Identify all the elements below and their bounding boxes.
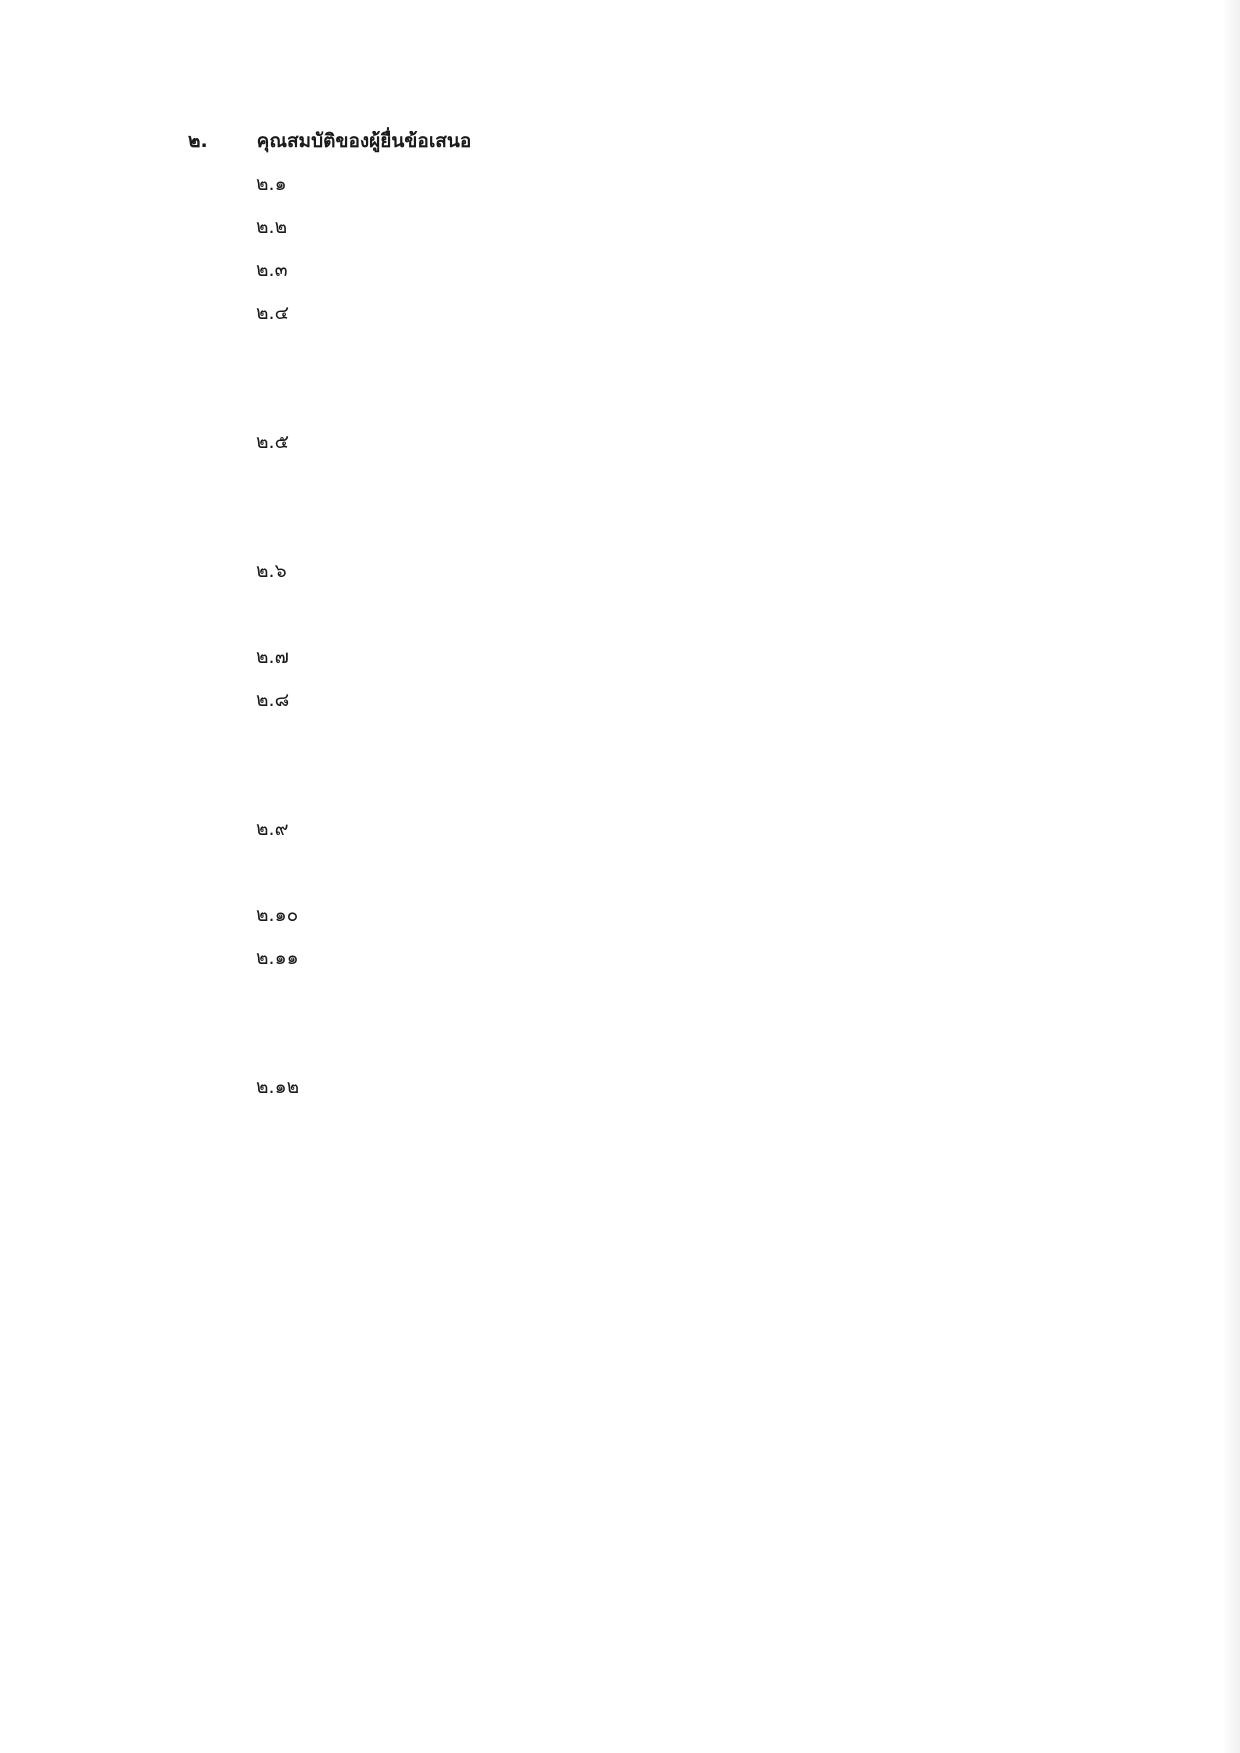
clause-continuation-line [88, 378, 1068, 421]
section-title: คุณสมบัติของผู้ยื่นข้อเสนอ [256, 130, 472, 152]
clause-number: ๒.๑๒ [256, 1076, 300, 1098]
clause-item [88, 206, 1068, 249]
condition-paragraph [88, 1238, 1068, 1324]
clause-item [88, 636, 1068, 679]
clause-continuation-line [88, 593, 1068, 636]
clause-first-line [88, 249, 1068, 292]
clause-first-line [88, 679, 1068, 722]
clause-item [88, 292, 1068, 421]
clause-continuation-line [88, 851, 1068, 894]
clause-number: ๒.๓ [256, 259, 288, 281]
condition-continuation-line [88, 1195, 1068, 1238]
clause-continuation-line [88, 980, 1068, 1023]
clause-first-line [88, 163, 1068, 206]
clause-item [88, 550, 1068, 636]
section-heading [88, 120, 1068, 163]
clause-first-line [88, 894, 1068, 937]
condition-paragraph [88, 1109, 1068, 1238]
clause-number: ๒.๗ [256, 646, 289, 668]
clause-list [88, 163, 1068, 1109]
clause-item [88, 1066, 1068, 1109]
clause-number: ๒.๑ [256, 173, 287, 195]
clause-item [88, 937, 1068, 1066]
clause-first-line [88, 937, 1068, 980]
clause-continuation-line [88, 335, 1068, 378]
clause-item [88, 421, 1068, 550]
clause-number: ๒.๑๑ [256, 947, 299, 969]
condition-continuation-line [88, 1367, 1068, 1410]
condition-first-line [88, 1324, 1068, 1367]
clause-number: ๒.๖ [256, 560, 287, 582]
scan-edge-shadow [1222, 0, 1240, 1753]
joint-venture-conditions [88, 1109, 1068, 1453]
clause-number: ๒.๑๐ [256, 904, 299, 926]
clause-number: ๒.๔ [256, 302, 289, 324]
clause-item [88, 163, 1068, 206]
clause-first-line [88, 550, 1068, 593]
clause-item [88, 894, 1068, 937]
clause-number: ๒.๕ [256, 431, 289, 453]
clause-first-line [88, 206, 1068, 249]
clause-continuation-line [88, 507, 1068, 550]
clause-item [88, 808, 1068, 894]
clause-item [88, 679, 1068, 808]
condition-continuation-line [88, 1281, 1068, 1324]
clause-continuation-line [88, 765, 1068, 808]
clause-continuation-line [88, 464, 1068, 507]
clause-continuation-line [88, 722, 1068, 765]
clause-first-line [88, 636, 1068, 679]
clause-first-line [88, 292, 1068, 335]
clause-first-line [88, 1066, 1068, 1109]
condition-continuation-line [88, 1152, 1068, 1195]
clause-number: ๒.๙ [256, 818, 289, 840]
clause-first-line [88, 421, 1068, 464]
section-number: ๒. [188, 130, 208, 152]
condition-first-line [88, 1238, 1068, 1281]
clause-first-line [88, 808, 1068, 851]
document-body [88, 120, 1068, 1453]
condition-first-line [88, 1109, 1068, 1152]
clause-number: ๒.๒ [256, 216, 288, 238]
clause-number: ๒.๘ [256, 689, 290, 711]
condition-paragraph [88, 1324, 1068, 1453]
condition-continuation-line [88, 1410, 1068, 1453]
clause-continuation-line [88, 1023, 1068, 1066]
clause-item [88, 249, 1068, 292]
